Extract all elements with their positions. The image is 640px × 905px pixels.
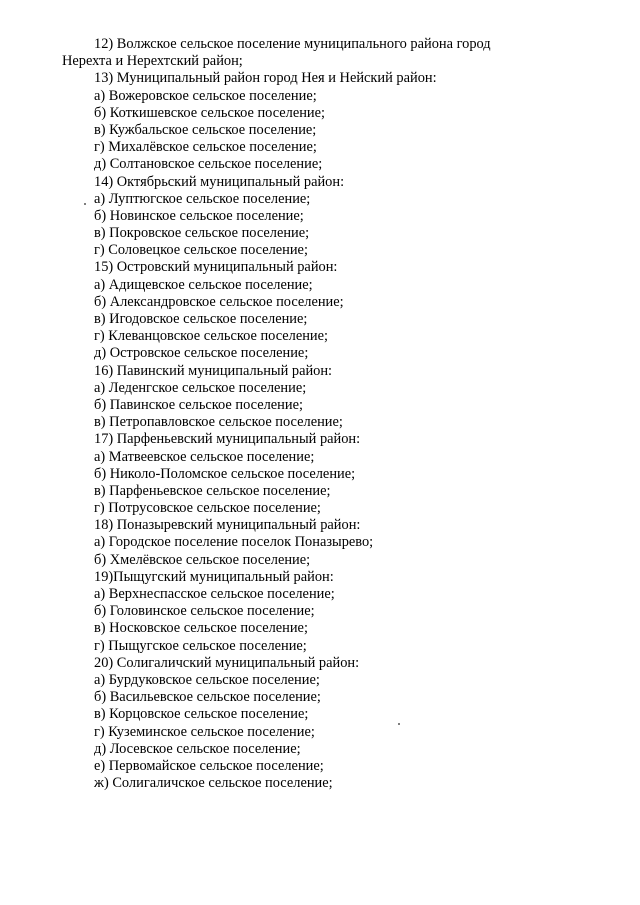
list-item: Нерехта и Нерехтский район; [62,53,243,70]
list-item: а) Городское поселение поселок Поназырево; [94,534,374,551]
list-item: 18) Поназыревский муниципальный район: [94,517,361,534]
list-item: б) Головинское сельское поселение; [94,603,315,620]
list-item: б) Павинское сельское поселение; [94,396,303,413]
list-item: в) Петропавловское сельское поселение; [94,414,343,431]
list-item: а) Верхнеспасское сельское поселение; [94,586,335,602]
list-item: д) Островское сельское поселение; [94,345,309,362]
list-item: в) Кужбальское сельское поселение; [94,121,317,138]
list-item: 15) Островский муниципальный район: [94,259,338,276]
list-item: а) Адищевское сельское поселение; [94,276,313,293]
list-item: б) Коткишевское сельское поселение; [94,104,326,121]
list-item: е) Первомайское сельское поселение; [94,757,324,774]
list-item: ж) Солигаличское сельское поселение; [94,775,333,792]
list-item: г) Пыщугское сельское поселение; [94,637,307,654]
list-item: 12) Волжское сельское поселение муниципального района город [94,36,491,52]
list-item: б) Александровское сельское поселение; [94,293,344,310]
list-item: 19)Пыщугский муниципальный район: [94,568,334,585]
list-item: а) Леденгское сельское поселение; [94,379,307,396]
list-item: 16) Павинский муниципальный район: [94,362,333,379]
list-item: б) Хмелёвское сельское поселение; [94,551,311,568]
list-item: в) Игодовское сельское поселение; [94,311,308,327]
list-item: а) Луптюгское сельское поселение; [94,190,311,207]
list-item: 17) Парфеньевский муниципальный район: [94,431,361,448]
list-item: а) Вожеровское сельское поселение; [94,87,317,104]
list-item: в) Носковское сельское поселение; [94,620,308,637]
list-item: д) Лосевское сельское поселение; [94,740,301,757]
list-item: д) Солтановское сельское поселение; [94,156,323,173]
list-item: г) Куземинское сельское поселение; [94,723,315,740]
list-item: г) Соловецкое сельское поселение; [94,242,308,259]
list-item: г) Клеванцовское сельское поселение; [94,328,329,345]
list-item: г) Потрусовское сельское поселение; [94,500,321,517]
list-item: 14) Октябрьский муниципальный район: [94,173,345,190]
document-body [0,36,640,792]
list-item: б) Новинское сельское поселение; [94,207,304,224]
list-item: г) Михалёвское сельское поселение; [94,139,317,156]
scan-speck [84,203,86,205]
list-item: 20) Солигаличский муниципальный район: [94,654,360,671]
list-item: а) Матвеевское сельское поселение; [94,448,315,465]
list-item: в) Корцовское сельское поселение; [94,706,309,723]
list-item: б) Васильевское сельское поселение; [94,689,321,706]
list-item: 13) Муниципальный район город Нея и Нейский район: [94,70,437,87]
list-item: б) Николо-Поломское сельское поселение; [94,465,356,482]
list-item: а) Бурдуковское сельское поселение; [94,671,320,688]
scan-speck [398,723,400,725]
list-item: в) Парфеньевское сельское поселение; [94,482,331,499]
list-item: в) Покровское сельское поселение; [94,225,310,242]
